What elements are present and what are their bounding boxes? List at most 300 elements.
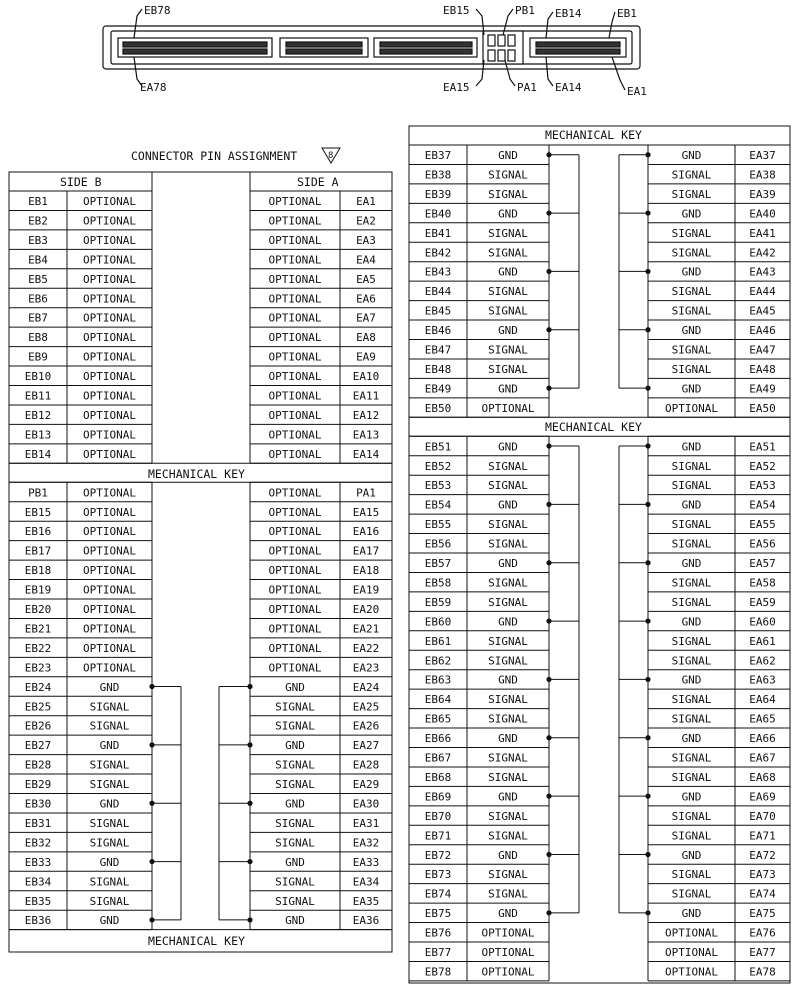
diagram-title: CONNECTOR PIN ASSIGNMENT (131, 149, 298, 163)
side-a-pin-cell: EA6 (356, 292, 376, 306)
side-a-signal-cell: OPTIONAL (268, 544, 322, 558)
ground-dot-a (645, 560, 650, 565)
side-a-signal-cell: SIGNAL (671, 770, 712, 784)
side-b-signal-cell: OPTIONAL (83, 272, 136, 286)
side-b-signal-cell: SIGNAL (488, 226, 528, 240)
side-a-pin-cell: EA17 (352, 544, 380, 558)
side-a-pin-cell: EA63 (749, 673, 776, 687)
side-b-pin-cell: EB50 (424, 401, 452, 415)
side-b-signal-cell: SIGNAL (488, 537, 528, 551)
side-b-signal-cell: GND (99, 914, 120, 928)
side-a-signal-cell: OPTIONAL (268, 622, 322, 636)
side-a-signal-cell: SIGNAL (671, 479, 712, 493)
side-b-signal-cell: SIGNAL (488, 518, 528, 532)
side-a-pin-cell: EA20 (352, 603, 380, 617)
side-b-pin-cell: EB2 (28, 214, 48, 228)
side-a-signal-cell: SIGNAL (671, 246, 712, 260)
side-b-signal-cell: OPTIONAL (83, 311, 136, 325)
ground-dot-b (546, 386, 551, 391)
pin-bank-right (530, 38, 626, 57)
side-b-pin-cell: EB40 (424, 207, 452, 221)
side-a-pin-cell: EA48 (749, 362, 776, 376)
side-b-signal-cell: SIGNAL (89, 778, 130, 792)
side-a-pin-cell: EA60 (749, 615, 776, 629)
side-a-pin-cell: EA25 (352, 700, 380, 714)
side-b-pin-cell: PB1 (28, 486, 48, 500)
ground-dot-b (546, 852, 551, 857)
side-a-signal-cell: SIGNAL (671, 343, 712, 357)
side-b-signal-cell: OPTIONAL (481, 926, 535, 940)
side-b-signal-cell: GND (99, 797, 120, 811)
side-a-signal-cell: OPTIONAL (268, 253, 322, 267)
side-a-pin-cell: EA28 (352, 758, 380, 772)
side-a-pin-cell: EA47 (749, 343, 776, 357)
side-a-signal-cell: SIGNAL (275, 894, 315, 908)
ground-dot-b (149, 684, 154, 689)
side-b-pin-cell: EB9 (28, 350, 48, 364)
side-b-signal-cell: GND (498, 732, 518, 746)
side-b-signal-cell: OPTIONAL (83, 603, 136, 617)
side-b-pin-cell: EB42 (424, 246, 452, 260)
side-a-signal-cell: OPTIONAL (665, 965, 718, 979)
side-a-pin-cell: EA77 (749, 946, 776, 960)
side-b-signal-cell: SIGNAL (488, 168, 528, 182)
side-a-pin-cell: EA65 (749, 712, 776, 726)
side-a-signal-cell: SIGNAL (671, 809, 712, 823)
side-b-pin-cell: EB17 (24, 544, 52, 558)
side-a-pin-cell: EA58 (749, 576, 776, 590)
side-a-pin-cell: EA21 (352, 622, 380, 636)
side-a-signal-cell: SIGNAL (275, 875, 315, 889)
ground-dot-b (546, 910, 551, 915)
side-b-pin-cell: EB15 (24, 505, 52, 519)
left-table-rows (25, 195, 380, 927)
pin-bank-key-region (483, 31, 523, 64)
side-a-signal-cell: GND (285, 797, 305, 811)
side-a-signal-cell: SIGNAL (671, 829, 712, 843)
side-b-pin-cell: EB70 (424, 809, 452, 823)
ground-dot-b (546, 560, 551, 565)
ground-dot-a (645, 443, 650, 448)
side-a-pin-cell: EA4 (356, 253, 376, 267)
side-b-pin-cell: EB64 (424, 693, 452, 707)
side-b-signal-cell: SIGNAL (488, 246, 528, 260)
side-b-pin-cell: EB34 (24, 875, 52, 889)
ground-dot-a (645, 910, 650, 915)
side-a-signal-cell: OPTIONAL (268, 486, 322, 500)
ground-dot-b (546, 152, 551, 157)
side-b-signal-cell: SIGNAL (488, 595, 528, 609)
side-b-signal-cell: SIGNAL (488, 459, 528, 473)
side-a-signal-cell: SIGNAL (671, 693, 712, 707)
ground-dot-a (645, 502, 650, 507)
side-b-pin-cell: EB48 (424, 362, 452, 376)
ground-dot-a (645, 794, 650, 799)
side-b-pin-cell: EB46 (424, 324, 452, 338)
label-ea78: EA78 (140, 81, 167, 94)
side-b-pin-cell: EB7 (28, 311, 48, 325)
side-a-pin-cell: EA75 (749, 907, 776, 921)
side-b-pin-cell: EB56 (424, 537, 452, 551)
side-a-signal-cell: SIGNAL (671, 304, 712, 318)
side-b-pin-cell: EB63 (424, 673, 452, 687)
side-b-pin-cell: EB28 (24, 758, 52, 772)
side-a-signal-cell: SIGNAL (671, 459, 712, 473)
side-b-pin-cell: EB59 (424, 595, 452, 609)
ground-dot-b (546, 269, 551, 274)
side-a-signal-cell: GND (681, 207, 702, 221)
side-b-pin-cell: EB6 (28, 292, 48, 306)
side-a-pin-cell: EA61 (749, 634, 776, 648)
side-b-signal-cell: OPTIONAL (83, 505, 136, 519)
side-a-pin-cell: PA1 (356, 486, 376, 500)
side-a-pin-cell: EA57 (749, 557, 776, 571)
side-a-pin-cell: EA15 (352, 505, 380, 519)
side-a-pin-cell: EA59 (749, 595, 776, 609)
side-b-pin-cell: EB33 (24, 855, 52, 869)
side-b-pin-cell: EB43 (424, 265, 452, 279)
side-b-signal-cell: OPTIONAL (481, 946, 535, 960)
side-a-signal-cell: OPTIONAL (268, 641, 322, 655)
side-b-pin-cell: EB22 (24, 641, 52, 655)
side-b-signal-cell: GND (498, 673, 518, 687)
side-b-pin-cell: EB69 (424, 790, 452, 804)
left-table-frame (9, 172, 392, 952)
side-a-signal-cell: SIGNAL (671, 576, 712, 590)
side-a-pin-cell: EA54 (749, 498, 776, 512)
ground-dot-a (645, 386, 650, 391)
side-a-signal-cell: SIGNAL (275, 816, 315, 830)
left-pin-table (9, 172, 392, 952)
side-a-pin-cell: EA72 (749, 848, 776, 862)
side-a-signal-cell: GND (681, 440, 702, 454)
right-table-frame (409, 126, 790, 983)
side-a-pin-cell: EA71 (749, 829, 776, 843)
label-pa1: PA1 (517, 81, 537, 94)
side-b-signal-cell: GND (99, 739, 120, 753)
side-b-signal-cell: OPTIONAL (83, 622, 136, 636)
side-b-signal-cell: OPTIONAL (83, 253, 136, 267)
side-a-pin-cell: EA45 (749, 304, 776, 318)
side-a-signal-cell: SIGNAL (671, 226, 712, 240)
side-a-pin-cell: EA29 (352, 778, 380, 792)
side-a-pin-cell: EA22 (352, 641, 380, 655)
side-a-signal-cell: SIGNAL (275, 700, 315, 714)
side-a-signal-cell: OPTIONAL (268, 505, 322, 519)
side-b-signal-cell: SIGNAL (89, 816, 130, 830)
side-b-pin-cell: EB71 (424, 829, 452, 843)
label-ea14: EA14 (555, 81, 582, 94)
side-b-signal-cell: GND (498, 615, 518, 629)
connector-drawing (103, 9, 640, 90)
side-a-signal-cell: SIGNAL (671, 868, 712, 882)
side-a-pin-cell: EA8 (356, 331, 376, 345)
side-b-signal-cell: SIGNAL (488, 809, 528, 823)
side-b-pin-cell: EB52 (424, 459, 452, 473)
side-a-pin-cell: EA53 (749, 479, 776, 493)
side-b-pin-cell: EB12 (24, 408, 52, 422)
side-b-pin-cell: EB30 (24, 797, 52, 811)
side-b-pin-cell: EB66 (424, 732, 452, 746)
right-pin-table (409, 126, 790, 983)
side-a-signal-cell: SIGNAL (671, 168, 712, 182)
ground-dot-a (645, 618, 650, 623)
ground-dot-b (546, 327, 551, 332)
side-b-signal-cell: GND (498, 207, 518, 221)
label-pb1: PB1 (515, 4, 535, 17)
side-a-signal-cell: GND (681, 265, 702, 279)
side-a-pin-cell: EA14 (352, 447, 380, 461)
side-b-signal-cell: GND (498, 440, 518, 454)
ground-dot-b (149, 859, 154, 864)
side-b-pin-cell: EB62 (424, 654, 452, 668)
side-b-signal-cell: OPTIONAL (83, 583, 136, 597)
ground-dot-a (645, 152, 650, 157)
side-b-signal-cell: SIGNAL (488, 634, 528, 648)
side-a-pin-cell: EA68 (749, 770, 776, 784)
left-table-grid (9, 172, 392, 952)
side-a-pin-cell: EA9 (356, 350, 376, 364)
side-b-pin-cell: EB58 (424, 576, 452, 590)
side-b-pin-cell: EB51 (424, 440, 452, 454)
side-b-pin-cell: EB13 (24, 428, 52, 442)
side-b-pin-cell: EB1 (28, 195, 48, 209)
side-b-pin-cell: EB21 (24, 622, 52, 636)
side-a-pin-cell: EA62 (749, 654, 776, 668)
side-a-pin-cell: EA67 (749, 751, 776, 765)
label-eb14: EB14 (555, 7, 582, 20)
side-a-pin-cell: EA41 (749, 226, 776, 240)
side-a-signal-cell: OPTIONAL (268, 350, 322, 364)
ground-dot-b (149, 801, 154, 806)
side-a-pin-cell: EA24 (352, 680, 380, 694)
side-a-pin-cell: EA38 (749, 168, 776, 182)
side-a-signal-cell: SIGNAL (671, 712, 712, 726)
side-b-pin-cell: EB68 (424, 770, 452, 784)
side-b-pin-cell: EB72 (424, 848, 452, 862)
side-b-pin-cell: EB8 (28, 331, 48, 345)
side-a-signal-cell: GND (681, 848, 702, 862)
side-a-signal-cell: OPTIONAL (268, 233, 322, 247)
side-a-signal-cell: GND (681, 732, 702, 746)
leader-ea14 (546, 57, 553, 86)
side-a-pin-cell: EA31 (352, 816, 380, 830)
ground-dot-b (546, 502, 551, 507)
ground-dot-a (645, 677, 650, 682)
side-b-signal-cell: SIGNAL (89, 836, 130, 850)
side-b-pin-cell: EB29 (24, 778, 52, 792)
side-a-signal-cell: OPTIONAL (665, 401, 718, 415)
side-b-pin-cell: EB3 (28, 233, 48, 247)
ground-dot-a (645, 735, 650, 740)
side-b-signal-cell: GND (99, 855, 120, 869)
side-a-pin-cell: EA12 (352, 408, 380, 422)
side-b-signal-cell: OPTIONAL (481, 965, 535, 979)
side-a-signal-cell: OPTIONAL (268, 311, 322, 325)
side-b-pin-cell: EB44 (424, 285, 452, 299)
side-a-signal-cell: OPTIONAL (268, 370, 322, 384)
side-b-signal-cell: OPTIONAL (83, 564, 136, 578)
side-b-pin-cell: EB4 (28, 253, 48, 267)
side-b-signal-cell: SIGNAL (488, 343, 528, 357)
side-a-pin-cell: EA74 (749, 887, 776, 901)
side-a-pin-cell: EA52 (749, 459, 776, 473)
side-a-pin-cell: EA16 (352, 525, 380, 539)
side-a-signal-cell: OPTIONAL (665, 926, 718, 940)
ground-dot-a (247, 684, 252, 689)
ground-dot-b (546, 210, 551, 215)
side-b-pin-cell: EB54 (424, 498, 452, 512)
label-ea15: EA15 (443, 81, 470, 94)
side-b-pin-cell: EB75 (424, 907, 452, 921)
side-a-pin-cell: EA11 (352, 389, 380, 403)
side-b-pin-cell: EB23 (24, 661, 52, 675)
leader-eb1 (609, 12, 615, 38)
side-a-pin-cell: EA5 (356, 272, 376, 286)
side-a-pin-cell: EA69 (749, 790, 776, 804)
side-b-pin-cell: EB5 (28, 272, 48, 286)
side-b-pin-cell: EB36 (24, 914, 52, 928)
side-a-signal-cell: OPTIONAL (268, 214, 322, 228)
side-a-signal-cell: OPTIONAL (268, 272, 322, 286)
side-a-signal-cell: GND (681, 615, 702, 629)
leader-eb14 (546, 12, 553, 38)
side-a-signal-cell: SIGNAL (275, 758, 315, 772)
side-b-pin-cell: EB20 (24, 603, 52, 617)
side-a-pin-cell: EA2 (356, 214, 376, 228)
side-b-pin-cell: EB57 (424, 557, 452, 571)
side-b-signal-cell: OPTIONAL (83, 195, 136, 209)
ground-dot-a (247, 801, 252, 806)
side-a-pin-cell: EA3 (356, 233, 376, 247)
left-footer-mechanical-key-label: MECHANICAL KEY (148, 934, 245, 948)
side-b-signal-cell: SIGNAL (488, 712, 528, 726)
side-b-pin-cell: EB25 (24, 700, 52, 714)
side-a-signal-cell: SIGNAL (671, 654, 712, 668)
left-mechanical-key-label: MECHANICAL KEY (148, 467, 245, 481)
side-a-signal-cell: OPTIONAL (268, 408, 322, 422)
side-a-signal-cell: SIGNAL (671, 751, 712, 765)
side-b-pin-cell: EB19 (24, 583, 52, 597)
side-a-pin-cell: EA49 (749, 382, 776, 396)
side-a-signal-cell: OPTIONAL (268, 195, 322, 209)
side-a-signal-cell: SIGNAL (671, 518, 712, 532)
ground-dot-b (546, 677, 551, 682)
side-a-signal-cell: SIGNAL (671, 362, 712, 376)
side-a-pin-cell: EA51 (749, 440, 776, 454)
label-eb1: EB1 (617, 7, 637, 20)
side-a-pin-cell: EA26 (352, 719, 380, 733)
side-b-signal-cell: GND (498, 848, 518, 862)
side-b-pin-cell: EB41 (424, 226, 452, 240)
side-a-signal-cell: GND (285, 855, 305, 869)
side-a-pin-cell: EA42 (749, 246, 776, 260)
side-b-signal-cell: OPTIONAL (83, 661, 136, 675)
side-a-signal-cell: OPTIONAL (665, 946, 718, 960)
side-b-pin-cell: EB10 (24, 370, 52, 384)
ground-dot-a (645, 210, 650, 215)
side-a-pin-cell: EA30 (352, 797, 380, 811)
side-b-signal-cell: OPTIONAL (83, 544, 136, 558)
ground-dot-b (546, 443, 551, 448)
side-b-signal-cell: OPTIONAL (83, 214, 136, 228)
side-b-pin-cell: EB65 (424, 712, 452, 726)
ground-dot-a (247, 859, 252, 864)
side-b-pin-cell: EB49 (424, 382, 452, 396)
ground-dot-a (645, 852, 650, 857)
side-a-pin-cell: EA34 (352, 875, 380, 889)
side-a-signal-cell: GND (681, 324, 702, 338)
side-b-pin-cell: EB32 (24, 836, 52, 850)
side-a-signal-cell: GND (681, 382, 702, 396)
side-b-pin-cell: EB27 (24, 739, 52, 753)
side-b-signal-cell: GND (498, 382, 518, 396)
ground-dot-b (149, 742, 154, 747)
side-b-signal-cell: SIGNAL (89, 719, 130, 733)
right-table-rows (425, 149, 776, 978)
pin-bank-left (118, 38, 272, 57)
side-b-signal-cell: OPTIONAL (481, 401, 535, 415)
side-b-signal-cell: SIGNAL (488, 576, 528, 590)
side-a-signal-cell: OPTIONAL (268, 603, 322, 617)
side-b-signal-cell: SIGNAL (89, 875, 130, 889)
label-ea1: EA1 (627, 85, 647, 98)
side-b-pin-cell: EB18 (24, 564, 52, 578)
side-a-signal-cell: GND (681, 673, 702, 687)
side-b-signal-cell: OPTIONAL (83, 292, 136, 306)
side-a-signal-cell: OPTIONAL (268, 447, 322, 461)
side-b-signal-cell: OPTIONAL (83, 233, 136, 247)
side-a-pin-cell: EA44 (749, 285, 776, 299)
side-a-signal-cell: OPTIONAL (268, 583, 322, 597)
side-a-pin-cell: EA78 (749, 965, 776, 979)
side-b-signal-cell: SIGNAL (89, 894, 130, 908)
side-b-pin-cell: EB53 (424, 479, 452, 493)
side-a-signal-cell: SIGNAL (275, 778, 315, 792)
side-b-signal-cell: GND (498, 790, 518, 804)
side-b-pin-cell: EB67 (424, 751, 452, 765)
side-a-pin-cell: EA76 (749, 926, 776, 940)
leader-eb78 (134, 9, 142, 38)
side-b-signal-cell: OPTIONAL (83, 525, 136, 539)
pin-bank-center (374, 38, 477, 57)
side-b-pin-cell: EB60 (424, 615, 452, 629)
side-a-pin-cell: EA33 (352, 855, 380, 869)
side-a-signal-cell: OPTIONAL (268, 292, 322, 306)
side-a-pin-cell: EA13 (352, 428, 380, 442)
side-a-signal-cell: GND (285, 680, 305, 694)
side-b-signal-cell: SIGNAL (488, 362, 528, 376)
side-a-signal-cell: OPTIONAL (268, 389, 322, 403)
side-b-signal-cell: GND (498, 498, 518, 512)
right-top-mechanical-key-label: MECHANICAL KEY (545, 128, 642, 142)
ground-dot-b (546, 618, 551, 623)
side-a-signal-cell: OPTIONAL (268, 564, 322, 578)
ground-dot-b (149, 917, 154, 922)
side-b-signal-cell: OPTIONAL (83, 408, 136, 422)
side-b-header: SIDE B (60, 175, 102, 189)
side-b-signal-cell: GND (498, 907, 518, 921)
side-b-signal-cell: SIGNAL (488, 887, 528, 901)
side-b-signal-cell: OPTIONAL (83, 428, 136, 442)
side-a-signal-cell: GND (681, 149, 702, 163)
side-b-pin-cell: EB16 (24, 525, 52, 539)
side-b-signal-cell: SIGNAL (488, 285, 528, 299)
side-b-pin-cell: EB35 (24, 894, 52, 908)
side-b-signal-cell: SIGNAL (89, 700, 130, 714)
side-b-signal-cell: GND (498, 265, 518, 279)
side-a-signal-cell: GND (681, 498, 702, 512)
